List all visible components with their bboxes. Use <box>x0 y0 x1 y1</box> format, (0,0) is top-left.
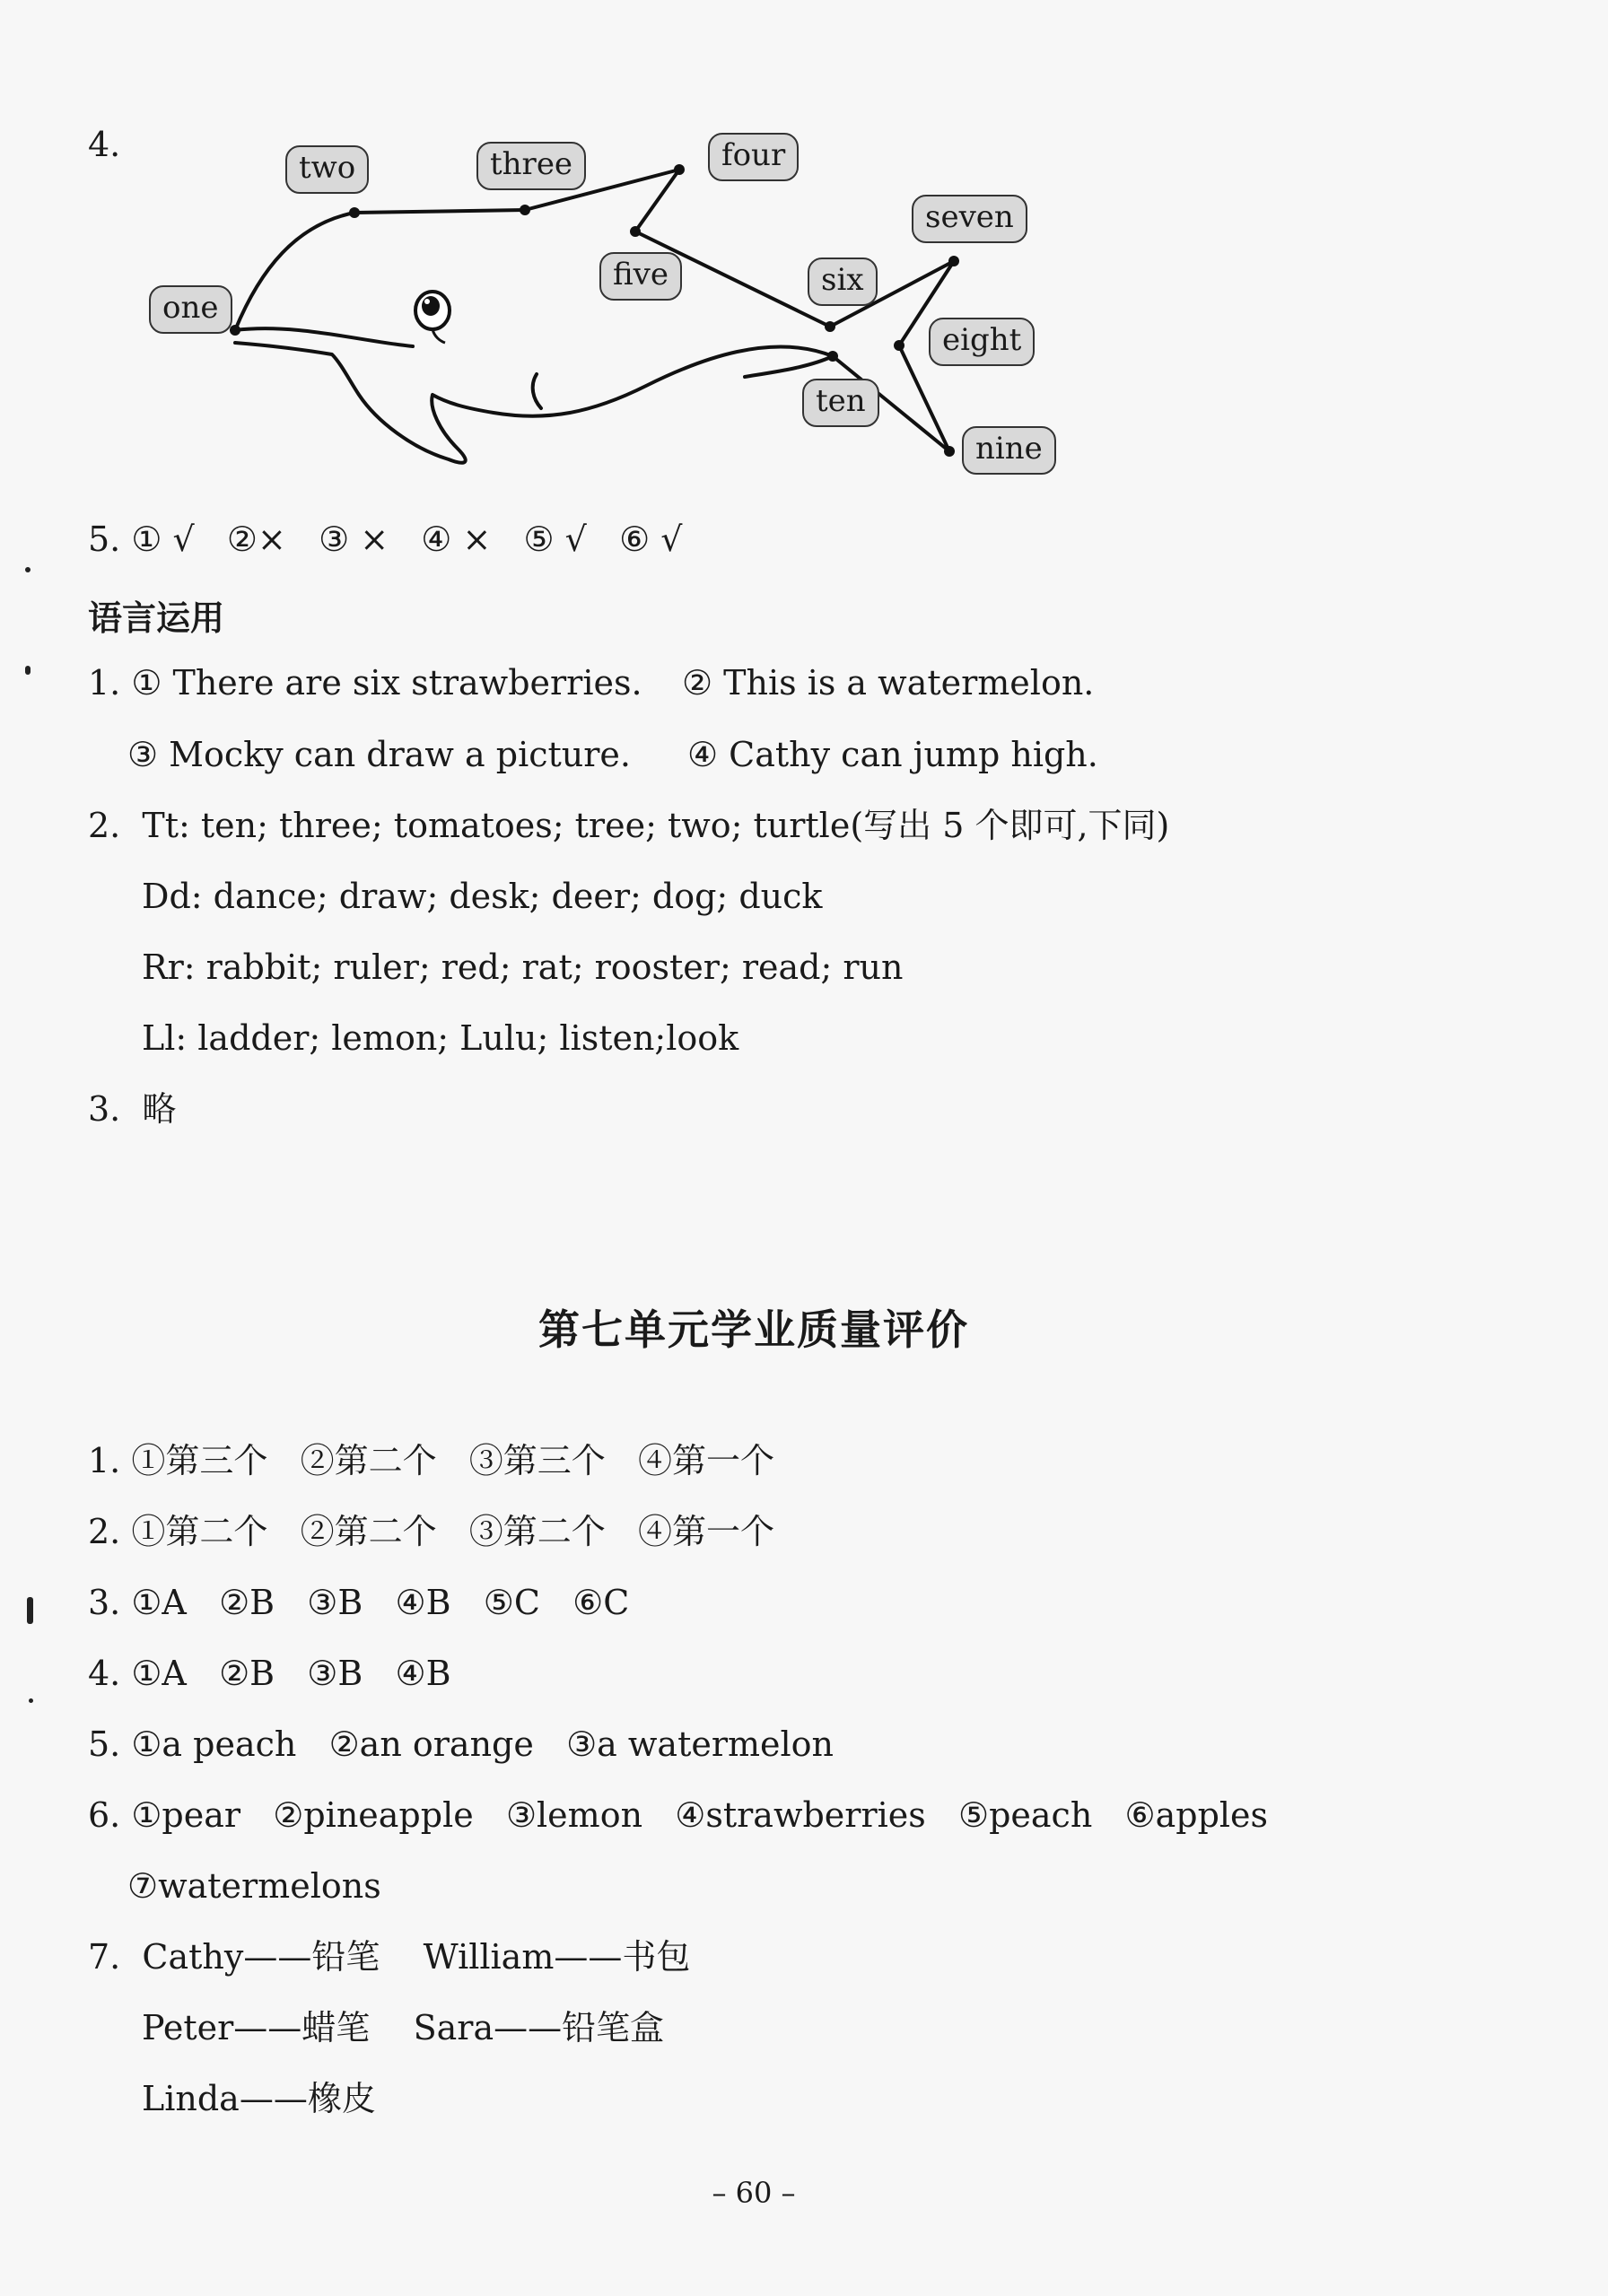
lang-line-5: Rr: rabbit; ruler; red; rat; rooster; read; run <box>142 947 904 987</box>
label-eight: eight <box>929 318 1035 366</box>
label-six: six <box>808 258 878 306</box>
label-nine: nine <box>962 426 1056 475</box>
lang-line-7: 3. 略 <box>88 1089 177 1129</box>
unit7-q6b: ⑦watermelons <box>127 1866 381 1906</box>
label-two: two <box>285 145 369 194</box>
unit7-q3: 3. ①A ②B ③B ④B ⑤C ⑥C <box>88 1583 630 1622</box>
label-four: four <box>708 133 799 181</box>
q4-number: 4. <box>88 125 121 164</box>
q5-answers: 5. ① √ ②× ③ × ④ × ⑤ √ ⑥ √ <box>88 519 683 559</box>
whale-drawing <box>0 0 1608 502</box>
unit7-q4: 4. ①A ②B ③B ④B <box>88 1654 451 1693</box>
unit7-q7c: Linda——橡皮 <box>142 2079 376 2118</box>
unit7-q7a: 7. Cathy——铅笔 William——书包 <box>88 1937 691 1977</box>
label-seven: seven <box>912 195 1027 243</box>
margin-mark <box>29 1698 33 1703</box>
lang-line-1b: ② This is a watermelon. <box>682 663 1095 703</box>
unit7-q1: 1. ①第三个 ②第二个 ③第三个 ④第一个 <box>88 1441 775 1480</box>
lang-line-2b: ④ Cathy can jump high. <box>687 735 1098 774</box>
lang-line-3: 2. Tt: ten; three; tomatoes; tree; two; turtle(写出 5 个即可,下同) <box>88 806 1170 845</box>
margin-mark <box>25 567 31 572</box>
label-one: one <box>149 285 232 334</box>
lang-line-4: Dd: dance; draw; desk; deer; dog; duck <box>142 877 823 916</box>
lang-line-1a: 1. ① There are six strawberries. <box>88 663 642 703</box>
label-three: three <box>476 142 586 190</box>
lang-line-6: Ll: ladder; lemon; Lulu; listen;look <box>142 1018 739 1058</box>
unit7-q2: 2. ①第二个 ②第二个 ③第二个 ④第一个 <box>88 1512 775 1551</box>
unit7-q7b: Peter——蜡笔 Sara——铅笔盒 <box>142 2008 665 2047</box>
lang-line-2a: ③ Mocky can draw a picture. <box>127 735 632 774</box>
label-five: five <box>599 252 682 301</box>
margin-mark <box>27 1597 33 1624</box>
margin-mark <box>25 666 31 675</box>
unit7-q6: 6. ①pear ②pineapple ③lemon ④strawberries ⑤peach ⑥apples <box>88 1795 1269 1835</box>
page-number: – 60 – <box>712 2176 796 2210</box>
unit-title: 第七单元学业质量评价 <box>538 1305 969 1354</box>
section-heading: 语言运用 <box>88 598 225 638</box>
label-ten: ten <box>802 379 879 427</box>
unit7-q5: 5. ①a peach ②an orange ③a watermelon <box>88 1724 835 1764</box>
